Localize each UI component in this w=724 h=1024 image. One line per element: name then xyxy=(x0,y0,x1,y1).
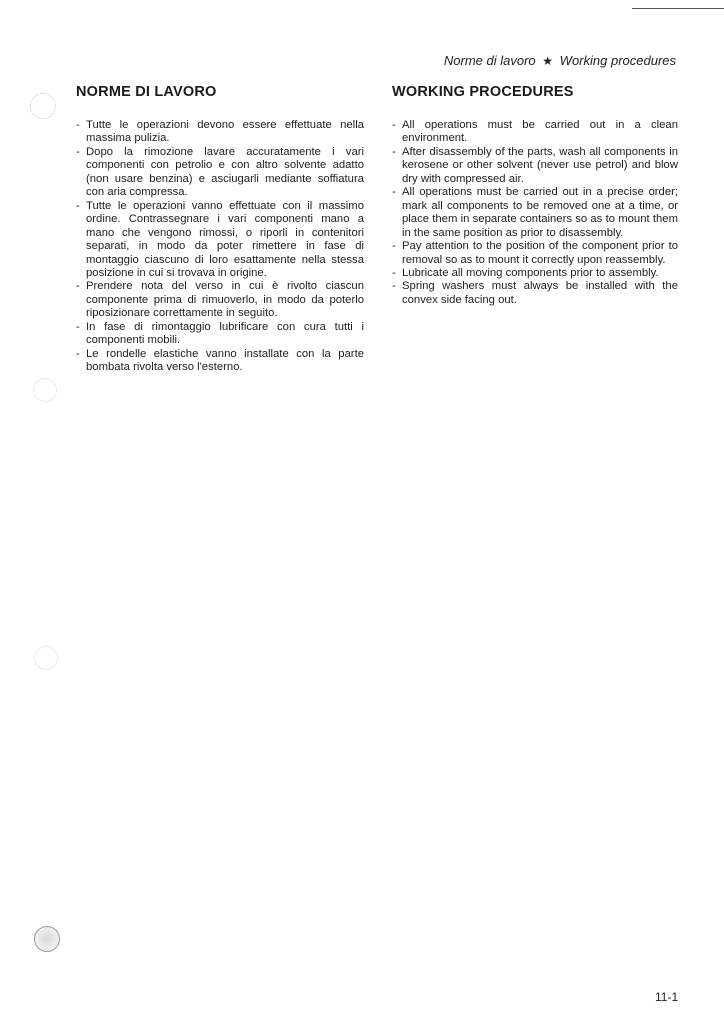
list-item: - In fase di rimontaggio lubrificare con cura tutti i componenti mobili. xyxy=(76,321,364,348)
italian-column xyxy=(76,84,364,375)
list-item: - All operations must be carried out in a clean environment. xyxy=(392,119,678,146)
binder-hole-mark xyxy=(30,93,56,119)
binder-hole-mark xyxy=(34,926,60,952)
list-item: - All operations must be carried out in a precise order; mark all components to be removed one at a time, or place them in separate containers so as to mount them in the same position as prior to disassembly. xyxy=(392,186,678,240)
binder-hole-mark xyxy=(33,378,57,402)
top-rule xyxy=(632,8,724,9)
binder-hole-mark xyxy=(34,646,58,670)
list-item: - Lubricate all moving components prior to assembly. xyxy=(392,267,678,280)
list-item: - After disassembly of the parts, wash all components in kerosene or other solvent (never use petrol) and blow dry with compressed air. xyxy=(392,146,678,186)
list-item: - Le rondelle elastiche vanno installate con la parte bombata rivolta verso l'esterno. xyxy=(76,348,364,375)
list-item: - Tutte le operazioni vanno effettuate con il massimo ordine. Contrassegnare i vari componenti mano a mano che vengono rimossi, o riporli in contenitori separati, in modo da poter rimettere in fase di montaggio ciascuno di loro esattamente nella stessa posizione in cui si trovava in origine. xyxy=(76,200,364,281)
english-procedure-list xyxy=(392,119,678,307)
list-item: - Dopo la rimozione lavare accuratamente i vari componenti con petrolio e con altro solvente adatto (non usare benzina) e asciugarli mediante soffiatura con aria compressa. xyxy=(76,146,364,200)
italian-section-title: NORME DI LAVORO xyxy=(76,84,217,100)
list-item: - Pay attention to the position of the component prior to removal so as to mount it correctly upon reassembly. xyxy=(392,240,678,267)
english-section-title: WORKING PROCEDURES xyxy=(392,84,574,100)
italian-procedure-list xyxy=(76,119,364,375)
page-number: 11-1 xyxy=(655,990,679,1004)
running-header-left: Norme di lavoro xyxy=(443,53,536,68)
running-header xyxy=(444,53,676,68)
list-item: - Spring washers must always be installed with the convex side facing out. xyxy=(392,280,678,307)
running-header-right: Working procedures xyxy=(559,53,676,68)
list-item: - Prendere nota del verso in cui è rivolto ciascun componente prima di rimuoverlo, in modo da poterlo riposizionare correttamente in seguito. xyxy=(76,280,364,320)
list-item: - Tutte le operazioni devono essere effettuate nella massima pulizia. xyxy=(76,119,364,146)
english-column xyxy=(392,84,678,307)
star-icon: ★ xyxy=(542,54,554,68)
